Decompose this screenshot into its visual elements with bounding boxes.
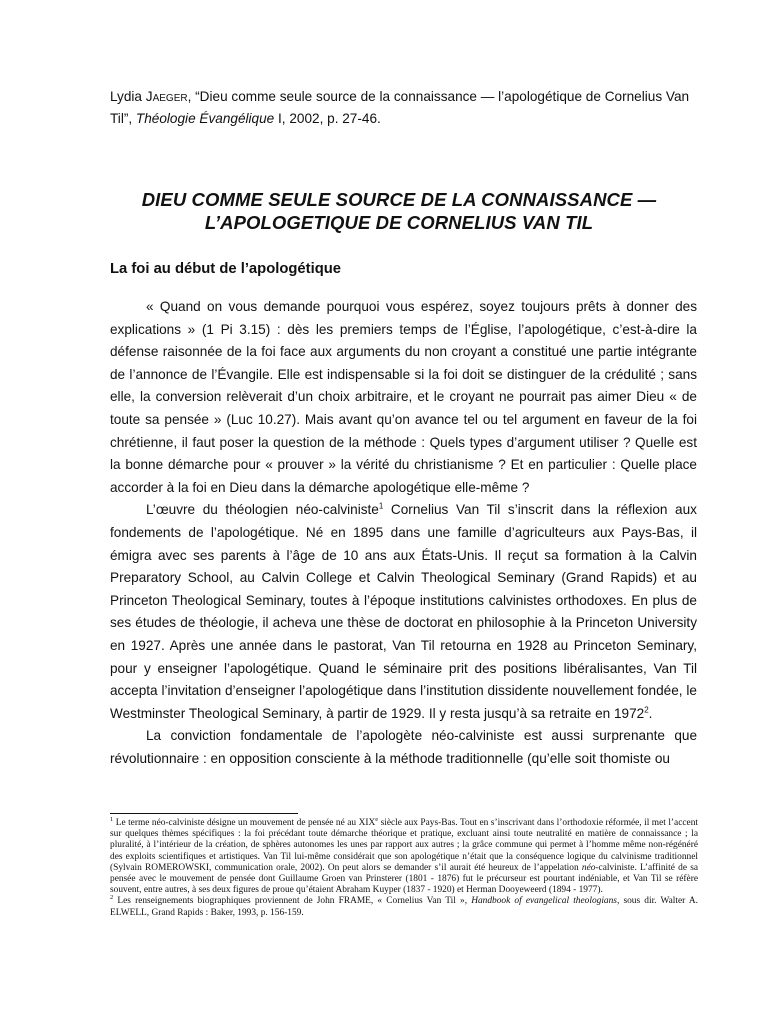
footnote-separator: [110, 813, 298, 814]
footnote-1-text-c: -calviniste. L’affinité de sa pensée avec le mouvement de pensée dont Guillaume Groen van Prinsterer (1801 - 1876) fut le précurseur est pourtant indéniable, et Van Til se réfère souvent, entre autres, à ses deux figures de proue qu’étaient Abraham Kuyper (1837 - 1920) et Herman Dooyeweerd (1894 - 1977).: [110, 862, 698, 896]
footnote-2-number: 2: [110, 894, 114, 902]
citation-title: , “Dieu comme seule source de la connaissance — l’apologétique de Cornelius Van Til”,: [110, 89, 690, 126]
footnote-1-text-a: Le terme néo-calviniste désigne un mouvement de pensée né au XIX: [113, 818, 376, 828]
paragraph-2-text-b: Cornelius Van Til s’inscrit dans la réflexion aux fondements de l’apologétique. Né en 1895 dans une famille d’agriculteurs aux Pays-Bas, il émigra avec ses parents à l’âge de 10 ans aux États-Unis. Il reçut sa formation à la Calvin Preparatory School, au Calvin College et Calvin Theological Seminary (Grand Rapids) et au Princeton Theological Seminary, toutes à l’époque institutions calvinistes orthodoxes. En plus de ses études de théologie, il acheva une thèse de doctorat en philosophie à la Princeton University en 1927. Après une année dans le pastorat, Van Til retourna en 1928 au Princeton Seminary, pour y enseigner l’apologétique. Quand le séminaire prit des positions libéralisantes, Van Til accepta l’invitation d’enseigner l’apologétique dans l’institution dissidente nouvellement fondée, le Westminster Theological Seminary, à partir de 1929. Il y resta jusqu’à sa retraite en 1972: [110, 502, 697, 721]
article-title: [100, 188, 698, 234]
footnote-ref-1: 1: [378, 501, 384, 511]
footnote-ref-2: 2: [644, 705, 649, 715]
body-text: [110, 296, 697, 770]
paragraph-2-text-c: .: [648, 705, 653, 721]
footnote-2-book-title: Handbook of evangelical theologians: [471, 896, 617, 907]
paragraph-2-text-a: L’œuvre du théologien néo-calviniste: [146, 502, 379, 518]
paragraph-1: « Quand on vous demande pourquoi vous espérez, soyez toujours prêts à donner des explications » (1 Pi 3.15) : dès les premiers temps de l’Église, l’apologétique, c’est-à-dire la défense raisonnée de la foi face aux arguments du non croyant a constitué une partie intégrante de l’annonce de l’Évangile. Elle est indispensable si la foi doit se distinguer de la crédulité ; sans elle, la conversion relèverait d’un choix arbitraire, et le croyant ne pourrait pas aimer Dieu « de toute sa pensée » (Luc 10.27). Mais avant qu’on avance tel ou tel argument en faveur de la foi chrétienne, il faut poser la question de la méthode : Quels types d’argument utiliser ? Quelle est la bonne démarche pour « prouver » la vérité du christianisme ? Et en particulier : Quelle place accorder à la foi en Dieu dans la démarche apologétique elle-même ?: [110, 299, 697, 495]
section-heading: La foi au début de l’apologétique: [110, 261, 341, 277]
citation-header: [110, 86, 700, 130]
citation-details: I, 2002, p. 27-46.: [274, 111, 381, 126]
footnote-2: [110, 896, 698, 918]
footnote-2-text-b: , sous dir. Walter A. ELWELL, Grand Rapids : Baker, 1993, p. 156-159.: [110, 896, 698, 918]
footnote-1-text-b: siècle aux Pays-Bas. Tout en s’inscrivant dans l’orthodoxie réformée, il met l’accent sur quelques thèmes spécifiques : la foi précédant toute démarche théorique et pratique, excluant ainsi toute neutralité en matière de connaissance ; la pluralité, à l’intérieur de la création, de sphères autonomes les unes par rapport aux autres ; la grâce commune qui permet à l’homme même non-régénéré des exploits scientifiques et artistiques. Van Til lui-même considérait que son apologétique n’était que la conséquence logique du calvinisme traditionnel (Sylvain ROMEROWSKI, communication orale, 2002). On peut alors se demander s’il aurait été heureux de l’appelation: [110, 818, 698, 873]
citation-journal: Théologie Évangélique: [135, 111, 275, 126]
footnote-2-text-a: Les renseignements biographiques proviennent de John FRAME, « Cornelius Van Til »,: [113, 896, 472, 907]
footnotes: [110, 815, 698, 919]
article-title-line-2: L’APOLOGETIQUE DE CORNELIUS VAN TIL: [204, 212, 594, 233]
footnote-1-emphasis: néo: [581, 862, 596, 873]
citation-author-first: Lydia: [110, 89, 146, 104]
paragraph-2: [110, 499, 697, 725]
footnote-1-superscript-e: e: [375, 815, 379, 823]
footnote-1: [110, 815, 698, 896]
citation-author-last: Jaeger: [145, 89, 188, 104]
paragraph-3: La conviction fondamentale de l’apologète néo-calviniste est aussi surprenante que révolutionnaire : en opposition consciente à la méthode traditionnelle (qu’elle soit thomiste ou: [110, 728, 697, 766]
article-title-line-1: DIEU COMME SEULE SOURCE DE LA CONNAISSANCE —: [141, 189, 657, 210]
footnote-1-number: 1: [110, 815, 114, 823]
